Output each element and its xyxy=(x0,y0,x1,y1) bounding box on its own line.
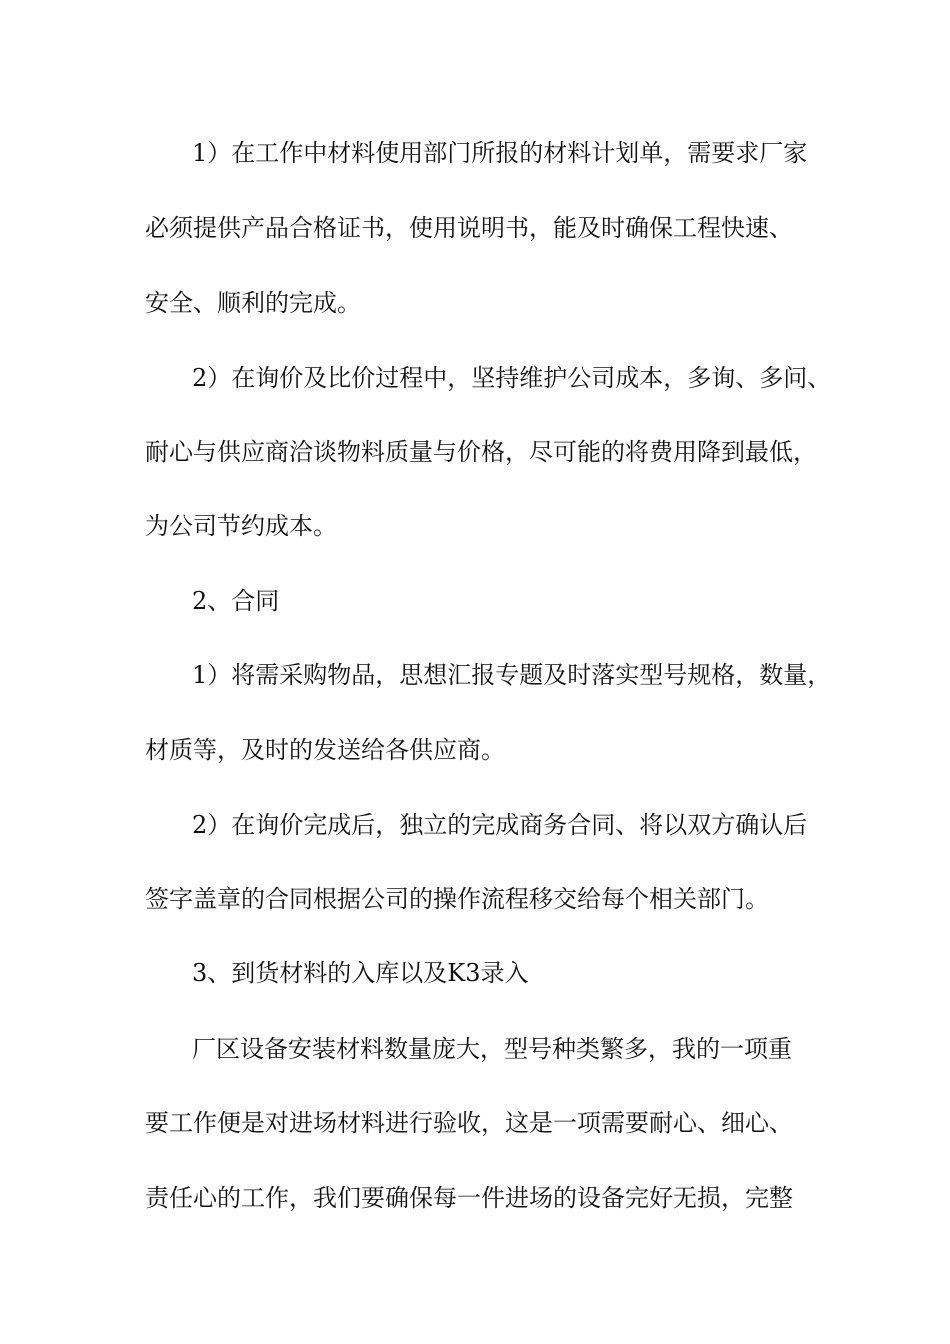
paragraph-line: 必须提供产品合格证书，使用说明书，能及时确保工程快速、 xyxy=(145,214,793,242)
paragraph-line: 2）在询价及比价过程中，坚持维护公司成本，多询、多问、 xyxy=(192,364,832,392)
paragraph-line: 厂区设备安装材料数量庞大，型号种类繁多，我的一项重 xyxy=(192,1035,792,1063)
paragraph-line: 1）在工作中材料使用部门所报的材料计划单，需要求厂家 xyxy=(192,139,808,167)
paragraph-line: 签字盖章的合同根据公司的操作流程移交给每个相关部门。 xyxy=(145,885,769,913)
section-heading: 3、到货材料的入库以及K3录入 xyxy=(192,959,529,987)
section-heading: 2、合同 xyxy=(192,587,280,615)
paragraph-line: 责任心的工作，我们要确保每一件进场的设备完好无损，完整 xyxy=(145,1184,793,1212)
paragraph-line: 耐心与供应商洽谈物料质量与价格，尽可能的将费用降到最低， xyxy=(145,438,817,466)
paragraph-line: 要工作便是对进场材料进行验收，这是一项需要耐心、细心、 xyxy=(145,1109,793,1137)
paragraph-line: 安全、顺利的完成。 xyxy=(145,289,361,317)
paragraph-line: 2）在询价完成后，独立的完成商务合同、将以双方确认后 xyxy=(192,811,808,839)
paragraph-line: 1）将需采购物品，思想汇报专题及时落实型号规格，数量， xyxy=(192,661,832,689)
paragraph-line: 为公司节约成本。 xyxy=(145,512,337,540)
paragraph-line: 材质等，及时的发送给各供应商。 xyxy=(145,736,505,764)
